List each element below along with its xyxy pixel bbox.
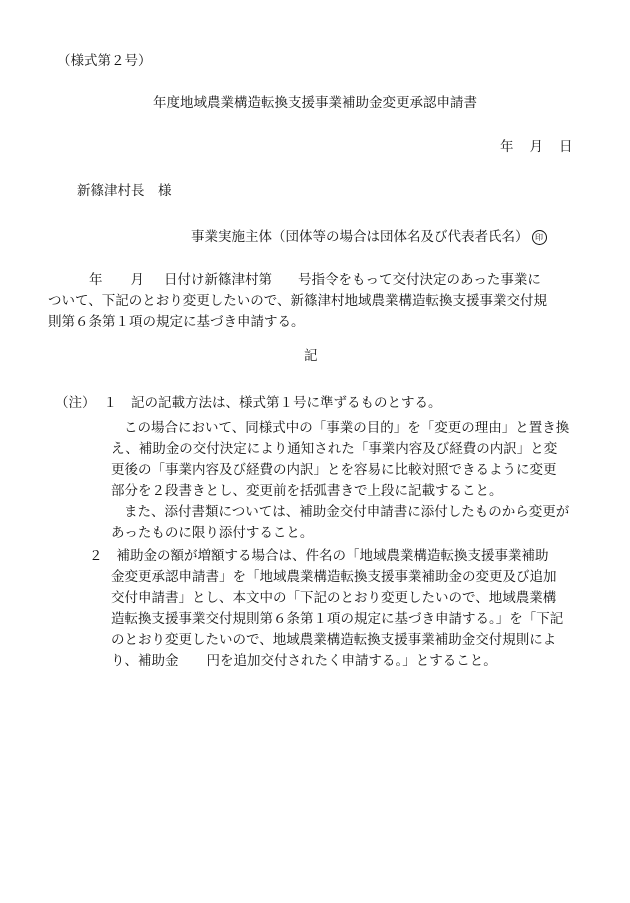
note-2-line: のとおり変更したいので、地域農業構造転換支援事業補助金交付規則によ: [111, 632, 557, 648]
note-2-number: ２: [89, 548, 103, 564]
note-1-text: 記の記載方法は、様式第１号に準ずるものとする。: [131, 395, 442, 411]
note-2-last-line: [111, 650, 497, 672]
addressee: 新篠津村長 様: [77, 183, 172, 199]
body-line-1-b: 号指令をもって交付決定のあった事業に: [298, 272, 541, 288]
note-1-p2-line: あったものに限り添付すること。: [111, 525, 314, 541]
note-1-p1-line: 更後の「事業内容及び経費の内訳」とを容易に比較対照できるように変更: [111, 462, 557, 478]
note-1-p1-line: 部分を２段書きとし、変更前を括弧書きで上段に記載すること。: [111, 483, 503, 499]
date-line: [500, 141, 573, 155]
note-1-p2-line: また、添付書類については、補助金交付申請書に添付したものから変更が: [124, 504, 570, 520]
note-2-line: 金変更承認申請書」を「地域農業構造転換支援事業補助金の変更及び追加: [111, 569, 557, 585]
body-month: 月: [130, 272, 144, 288]
note-1-p1-line: この場合において、同様式中の「事業の目的」を「変更の理由」と置き換: [124, 420, 570, 436]
ki-heading: 記: [304, 348, 318, 364]
form-number: （様式第２号）: [57, 53, 152, 69]
note-label: （注）: [55, 395, 96, 411]
document-title: 年度地域農業構造転換支援事業補助金変更承認申請書: [153, 95, 477, 111]
note-2-last-b: 円を追加交付されたく申請する。」とすること。: [206, 653, 497, 669]
applicant-label: 事業実施主体（団体等の場合は団体名及び代表者氏名）: [191, 229, 529, 245]
note-1-number: １: [103, 395, 117, 411]
date-month: 月: [529, 139, 543, 155]
note-item-1: [55, 392, 442, 414]
body-line-3: 則第６条第１項の規定に基づき申請する。: [48, 314, 305, 330]
note-2-line: 補助金の額が増額する場合は、件名の「地域農業構造転換支援事業補助: [116, 548, 549, 564]
body-line-2: ついて、下記のとおり変更したいので、新篠津村地域農業構造転換支援事業交付規: [48, 293, 547, 309]
body-line-1-a: 日付け新篠津村第: [164, 272, 272, 288]
note-2-line: 交付申請書」とし、本文中の「下記のとおり変更したいので、地域農業構: [111, 590, 557, 606]
date-day: 日: [559, 139, 573, 155]
note-2-last-a: り、補助金: [111, 653, 179, 669]
applicant-line: [191, 230, 547, 245]
date-year: 年: [500, 139, 514, 155]
body-line-1: [89, 269, 541, 291]
note-1-p1-line: え、補助金の交付決定により通知された「事業内容及び経費の内訳」と変: [111, 441, 558, 457]
note-item-2: [89, 545, 549, 567]
note-2-line: 造転換支援事業交付規則第６条第１項の規定に基づき申請する。」を「下記: [111, 611, 564, 627]
body-year: 年: [89, 272, 103, 288]
seal-mark: 印: [532, 230, 547, 245]
